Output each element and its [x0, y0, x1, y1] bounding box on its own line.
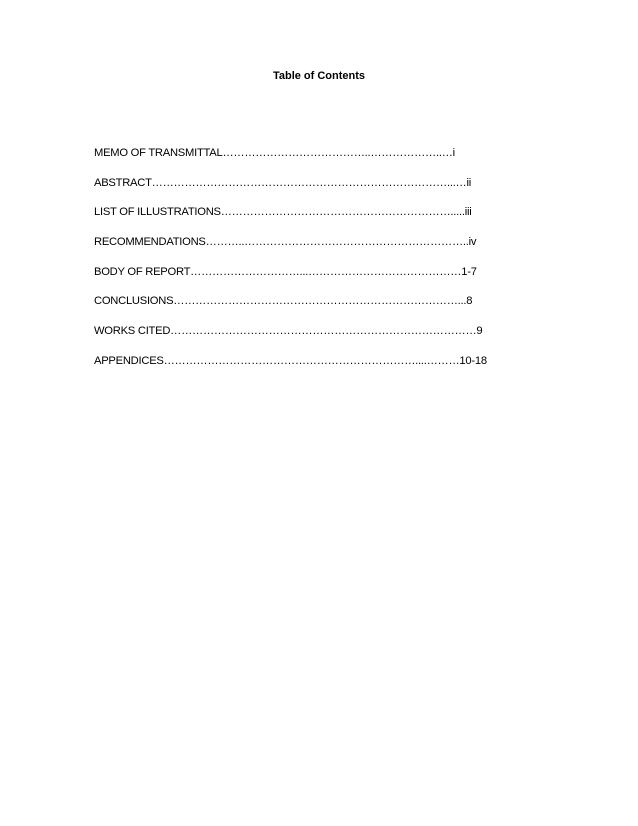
toc-entry-text: MEMO OF TRANSMITTAL…………………………………..………………..…i: [94, 147, 455, 159]
toc-entry-text: WORKS CITED…………………………………………………………………………9: [94, 325, 483, 338]
toc-entry-appendices: [94, 354, 554, 368]
toc-entry-recommendations: [94, 235, 554, 249]
toc-entry-text: BODY OF REPORT…………………………...……………………………………1-7: [94, 265, 477, 278]
toc-entry-abstract: [94, 176, 554, 190]
toc-entry-text: LIST OF ILLUSTRATIONS……………………………………………………….....iii: [94, 206, 472, 219]
toc-entry-memo-of-transmittal: [94, 146, 554, 160]
toc-entry-text: CONCLUSIONS……………………………………………………………………...8: [94, 295, 473, 308]
toc-entry-list-of-illustrations: [94, 205, 554, 219]
toc-entry-works-cited: [94, 324, 554, 338]
page-title: Table of Contents: [272, 70, 366, 82]
toc-list: [94, 146, 554, 384]
toc-entry-text: RECOMMENDATIONS………..……………………………………………………..iv: [94, 236, 477, 249]
toc-entry-text: ABSTRACT………………………………………………………………………...…ii: [94, 176, 471, 189]
toc-entry-body-of-report: [94, 265, 554, 279]
toc-entry-text: APPENDICES……………………………………………………………....………10-18: [94, 354, 487, 367]
toc-entry-conclusions: [94, 294, 554, 308]
